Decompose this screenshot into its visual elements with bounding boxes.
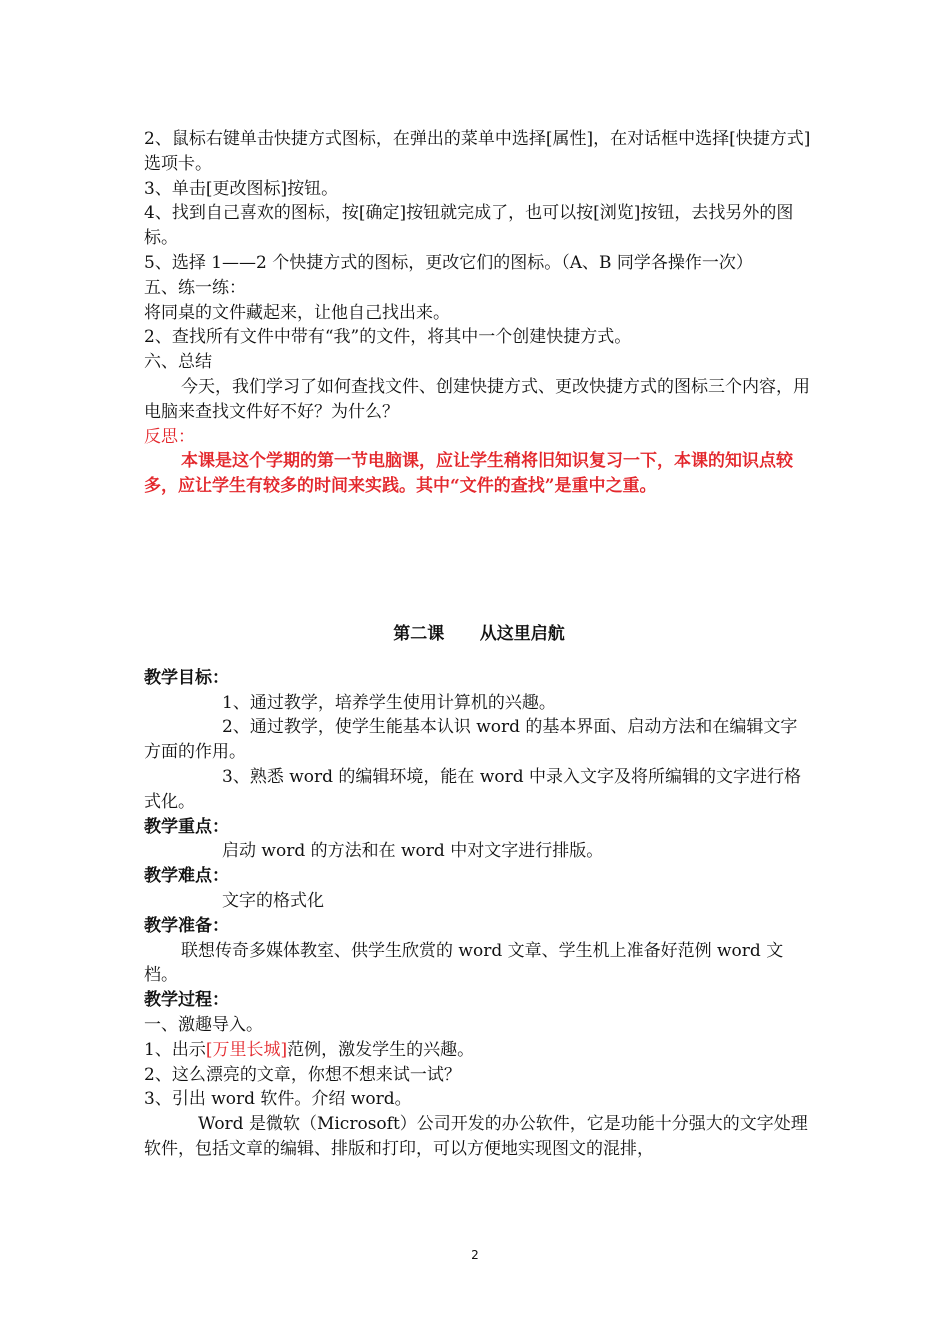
reflection-text: 本课是这个学期的第一节电脑课，应让学生稍将旧知识复习一下，本课的知识点较多，应让学生有较多的时间来实践。其中“文件的查找”是重中之重。 [144,451,793,497]
step-3-line: 3、单击[更改图标]按钮。 [144,178,339,199]
step-3-word: 3、引出 word 软件。介绍 word。 [144,1089,412,1110]
goals-label: 教学目标： [144,667,229,688]
reflection-label: 反思： [144,426,195,447]
page-number: 2 [471,1248,479,1262]
prep-label: 教学准备： [144,915,229,936]
goal-item-1: 1、通过教学，培养学生使用计算机的兴趣。 [222,692,556,713]
difficulty-text: 文字的格式化 [222,890,324,911]
practice-item-2: 2、查找所有文件中带有“我”的文件，将其中一个创建快捷方式。 [144,327,632,348]
difficulty-label: 教学难点： [144,866,229,887]
key-label: 教学重点： [144,816,229,837]
step-2-question: 2、这么漂亮的文章，你想不想来试一试？ [144,1064,461,1085]
goal-item-2: 2、通过教学，使学生能基本认识 word 的基本界面、启动方法和在编辑文字方面的作用。 [144,717,798,763]
process-label: 教学过程： [144,990,229,1011]
lesson-title: 第二课 从这里启航 [393,623,565,644]
summary-heading: 六、总结 [144,352,212,373]
key-text: 启动 word 的方法和在 word 中对文字进行排版。 [222,841,604,862]
practice-heading: 五、练一练： [144,277,246,298]
summary-text: 今天，我们学习了如何查找文件、创建快捷方式、更改快捷方式的图标三个内容，用电脑来查找文件好不好？为什么？ [144,376,810,422]
step-1-suffix: 范例，激发学生的兴趣。 [287,1039,475,1060]
great-wall-example-link: [万里长城] [205,1039,288,1060]
word-intro-text: Word 是微软（Microsoft）公司开发的办公软件，它是功能十分强大的文字处理软件，包括文章的编辑、排版和打印，可以方便地实现图文的混排， [144,1114,808,1159]
goal-item-3: 3、熟悉 word 的编辑环境，能在 word 中录入文字及将所编辑的文字进行格式化。 [144,766,802,812]
prep-text: 联想传奇多媒体教室、供学生欣赏的 word 文章、学生机上准备好范例 word 文档。 [144,940,784,986]
step-2-line: 2、鼠标右键单击快捷方式图标，在弹出的菜单中选择[属性]，在对话框中选择[快捷方式]选项卡。 [144,129,811,174]
page-content [144,127,814,1162]
step-1-line [144,1038,814,1063]
practice-item-1: 将同桌的文件藏起来，让他自己找出来。 [144,302,450,323]
step-5-line: 5、选择 1——2 个快捷方式的图标，更改它们的图标。（A、B 同学各操作一次） [144,252,753,273]
step-4-line: 4、找到自己喜欢的图标，按[确定]按钮就完成了，也可以按[浏览]按钮，去找另外的图标。 [144,203,794,249]
step-1-prefix: 1、出示 [144,1039,206,1060]
step-intro: 一、激趣导入。 [144,1014,263,1035]
